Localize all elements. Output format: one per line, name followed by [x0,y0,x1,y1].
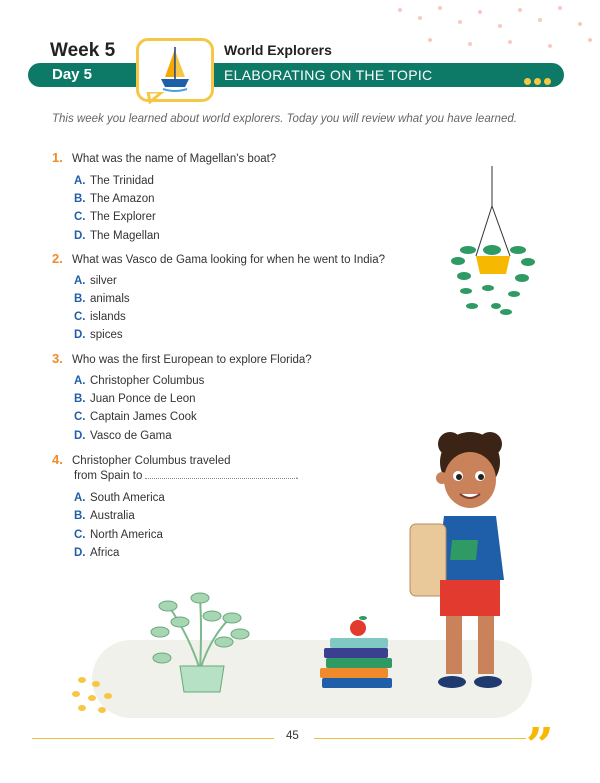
sailboat-icon [139,41,211,99]
option-2a[interactable]: A. silver [74,275,117,287]
decorative-dots [380,0,600,60]
question-number: 4. [52,452,63,467]
option-3c[interactable]: C. Captain James Cook [74,411,197,423]
option-4c[interactable]: C. North America [74,529,163,541]
answer-blank[interactable] [145,478,295,479]
option-3d[interactable]: D. Vasco de Gama [74,430,172,442]
hanging-plant-icon [448,166,538,326]
intro-text: This week you learned about world explorers. Today you will review what you have learned. [52,113,517,125]
option-1d[interactable]: D. The Magellan [74,230,160,242]
page-number: 45 [286,730,299,742]
question-number: 3. [52,351,63,366]
option-2b[interactable]: B. animals [74,293,130,305]
boy-with-scroll-illustration [400,420,540,695]
question-2 [52,251,385,266]
question-text: What was Vasco de Gama looking for when he went to India? [72,254,386,266]
question-4 [52,452,231,467]
apple-icon [350,620,366,636]
option-2c[interactable]: C. islands [74,311,126,323]
week-label: Week 5 [50,40,116,61]
quote-mark-icon: ” [526,718,554,774]
option-1a[interactable]: A. The Trinidad [74,175,154,187]
question-1 [52,150,276,165]
badge-tail [146,92,166,104]
option-1b[interactable]: B. The Amazon [74,193,155,205]
option-4b[interactable]: B. Australia [74,510,135,522]
question-4-line2: from Spain to . [74,470,299,482]
option-3b[interactable]: B. Juan Ponce de Leon [74,393,196,405]
book-stack-icon [318,614,398,694]
question-text: Christopher Columbus traveled [72,455,231,467]
option-4a[interactable]: A. South America [74,492,165,504]
option-1c[interactable]: C. The Explorer [74,211,156,223]
option-2d[interactable]: D. spices [74,329,123,341]
day-label: Day 5 [52,66,93,83]
decorative-yellow-dots [68,672,124,718]
option-3a[interactable]: A. Christopher Columbus [74,375,205,387]
question-text: Who was the first European to explore Florida? [72,354,312,366]
potted-plant-icon [140,588,260,696]
topic-title: World Explorers [224,42,332,58]
footer-line-right [314,738,526,739]
question-number: 1. [52,150,63,165]
footer-line-left [32,738,274,739]
option-4d[interactable]: D. Africa [74,547,120,559]
section-title: ELABORATING ON THE TOPIC [224,67,433,83]
question-3 [52,351,312,366]
header-dots [524,72,554,90]
question-text: What was the name of Magellan's boat? [72,153,277,165]
question-number: 2. [52,251,63,266]
